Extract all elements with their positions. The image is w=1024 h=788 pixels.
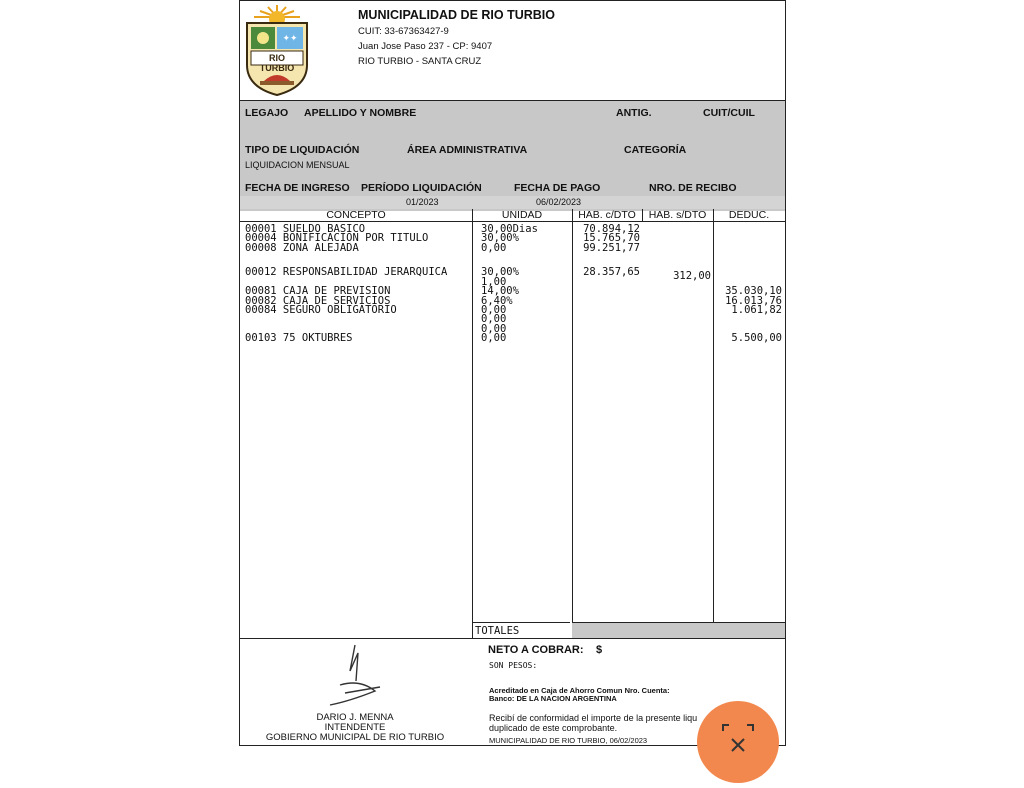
org-city: RIO TURBIO - SANTA CRUZ (358, 56, 482, 67)
col-divider (642, 209, 643, 222)
fecha-ingreso-label: FECHA DE INGRESO (245, 182, 350, 194)
antig-label: ANTIG. (616, 107, 652, 119)
cell-unidad: 14,00% (481, 285, 519, 298)
cell-unidad: 1,00 (481, 275, 507, 288)
cell-hab-c: 99.251,77 (583, 241, 640, 254)
tipo-liquidacion-value: LIQUIDACION MENSUAL (245, 160, 350, 170)
cell-concepto: 00082 CAJA DE SERVICIOS (245, 294, 391, 307)
totales-label: TOTALES (472, 622, 570, 638)
cell-concepto: 00004 BONIFICACION POR TITULO (245, 232, 429, 245)
cell-unidad: 6,40% (481, 294, 513, 307)
cell-unidad: 0,00 (481, 332, 507, 345)
nombre-label: APELLIDO Y NOMBRE (304, 107, 417, 119)
cell-unidad: 0,00 (481, 322, 507, 335)
recibi-text-2: duplicado de este comprobante. (489, 723, 618, 733)
date-strip (240, 196, 785, 209)
cell-concepto: 00081 CAJA DE PREVISION (245, 285, 391, 298)
acreditado-text: Acreditado en Caja de Ahorro Comun Nro. Cuenta: (489, 686, 670, 695)
col-divider (572, 209, 573, 638)
cell-unidad: 30,00% (481, 232, 519, 245)
recibi-text-1: Recibí de conformidad el importe de la presente liqu (489, 713, 698, 723)
signer-name: DARIO J. MENNA (316, 712, 394, 723)
municipal-crest-logo (242, 3, 312, 97)
cell-unidad: 30,00% (481, 266, 519, 279)
col-header-unidad: UNIDAD (472, 209, 572, 222)
payslip-document (239, 0, 786, 746)
fecha-pago-label: FECHA DE PAGO (514, 182, 601, 194)
col-divider (472, 209, 473, 638)
cell-unidad: 0,00 (481, 241, 507, 254)
area-administrativa-label: ÁREA ADMINISTRATIVA (407, 144, 528, 156)
periodo-liquidacion-label: PERÍODO LIQUIDACIÓN (361, 182, 482, 194)
neto-cobrar-label: NETO A COBRAR: (488, 644, 584, 656)
org-name: MUNICIPALIDAD DE RIO TURBIO (358, 8, 555, 22)
footer-divider (240, 638, 785, 639)
fecha-pago-value: 06/02/2023 (536, 197, 582, 207)
cell-deduc: 16.013,76 (725, 294, 782, 307)
signature-image (320, 641, 400, 711)
signer-role: INTENDENTE (324, 722, 386, 733)
cell-unidad: 0,00 (481, 313, 507, 326)
periodo-value: 01/2023 (406, 197, 439, 207)
cell-hab-c: 15.765,70 (583, 232, 640, 245)
cell-deduc: 1.061,82 (731, 303, 782, 316)
cell-concepto: 00012 RESPONSABILIDAD JERARQUICA (245, 266, 448, 279)
totals-values-area (572, 622, 785, 639)
cell-concepto: 00001 SUELDO BASICO (245, 223, 366, 235)
son-pesos-label: SON PESOS: (489, 661, 538, 670)
col-divider (713, 209, 714, 638)
cell-unidad: 30,00Dias (481, 223, 538, 235)
cell-hab-c: 28.357,65 (583, 266, 640, 279)
banco-text: Banco: DE LA NACION ARGENTINA (489, 694, 617, 703)
svg-text:✦✦: ✦✦ (282, 34, 298, 44)
scan-icon (697, 701, 779, 783)
cell-concepto: 00084 SEGURO OBLIGATORIO (245, 303, 397, 316)
cell-hab-c: 70.894,12 (583, 223, 640, 235)
cell-concepto: 00103 75 OKTUBRES (245, 332, 353, 345)
col-header-hab-s-dto: HAB. s/DTO (642, 209, 713, 222)
employee-info-band (240, 100, 785, 211)
place-date: MUNICIPALIDAD DE RIO TURBIO, 06/02/2023 (489, 736, 648, 745)
scan-fab-button[interactable] (697, 701, 779, 783)
org-cuit: CUIT: 33-67363427-9 (358, 26, 449, 37)
cell-concepto: 00008 ZONA ALEJADA (245, 241, 359, 254)
tipo-liquidacion-label: TIPO DE LIQUIDACIÓN (245, 144, 360, 156)
cuit-cuil-label: CUIT/CUIL (703, 107, 755, 119)
signer-org: GOBIERNO MUNICIPAL DE RIO TURBIO (265, 732, 445, 743)
col-header-deduc: DEDUC. (713, 209, 785, 222)
cell-deduc: 5.500,00 (731, 332, 782, 345)
cell-hab-s: 312,00 (673, 269, 711, 282)
col-header-concepto: CONCEPTO (240, 209, 472, 222)
legajo-label: LEGAJO (245, 107, 289, 119)
neto-currency: $ (596, 644, 603, 656)
cell-unidad: 0,00 (481, 303, 507, 316)
nro-recibo-label: NRO. DE RECIBO (649, 182, 737, 194)
logo-text: RIO TURBIO (259, 53, 295, 73)
org-address: Juan Jose Paso 237 - CP: 9407 (358, 41, 493, 52)
categoria-label: CATEGORÍA (624, 144, 687, 156)
col-header-hab-c-dto: HAB. c/DTO (572, 209, 642, 222)
cell-deduc: 35.030,10 (725, 285, 782, 298)
